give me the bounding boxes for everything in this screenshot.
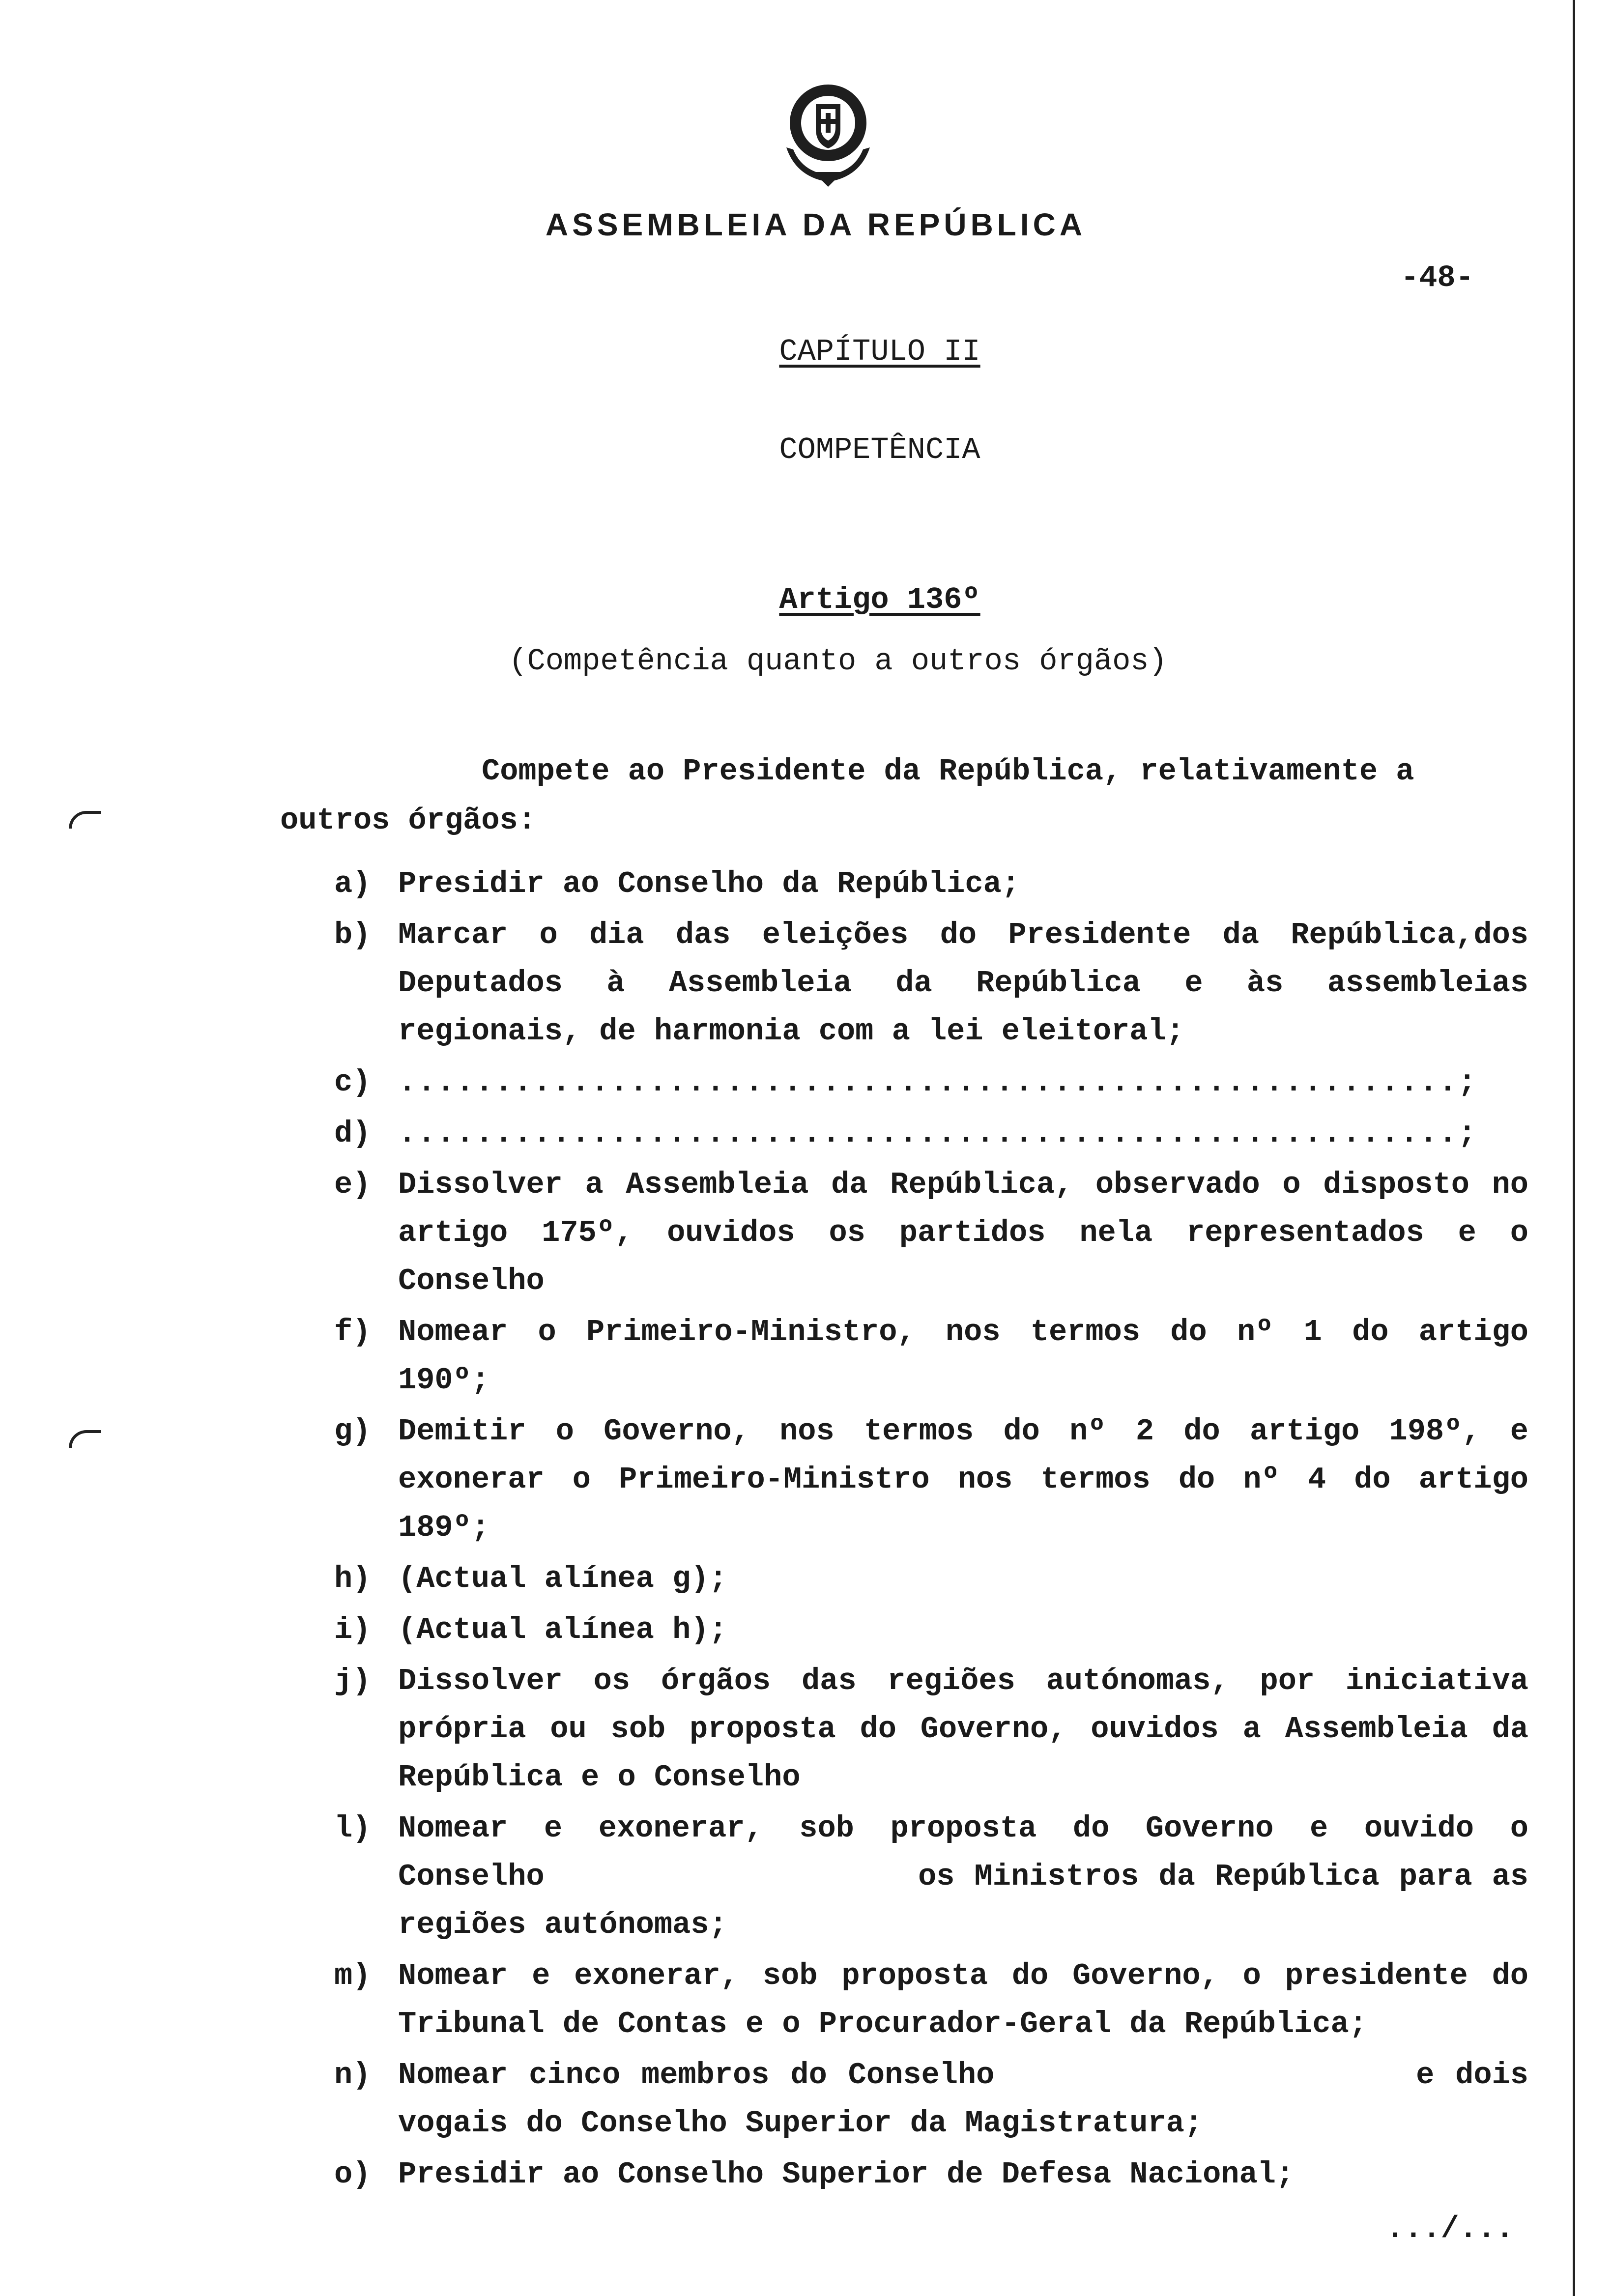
list-item bbox=[334, 1110, 1528, 1158]
article-subtitle: (Competência quanto a outros órgãos) bbox=[509, 644, 1167, 679]
item-text: Dissolver os órgãos das regiões autónomas, por iniciativa própria ou sob proposta do Governo, ouvidos a Assembleia da República e o Conselho bbox=[398, 1664, 1528, 1795]
list-item bbox=[334, 2151, 1528, 2199]
item-text: Presidir ao Conselho Superior de Defesa Nacional; bbox=[398, 2157, 1295, 2192]
margin-mark bbox=[69, 811, 101, 829]
article-items-list bbox=[334, 860, 1547, 2202]
list-item bbox=[334, 911, 1528, 1056]
list-item bbox=[334, 1407, 1528, 1552]
item-letter: e) bbox=[334, 1167, 371, 1202]
item-letter: n) bbox=[334, 2058, 371, 2093]
item-letter: a) bbox=[334, 866, 371, 901]
chapter-title: COMPETÊNCIA bbox=[779, 432, 980, 467]
list-item bbox=[334, 1161, 1528, 1305]
item-letter: g) bbox=[334, 1414, 371, 1449]
continuation-marker: .../... bbox=[1386, 2211, 1514, 2246]
item-letter: m) bbox=[334, 1958, 371, 1993]
list-item bbox=[334, 2051, 1547, 2148]
item-text: (Actual alínea g); bbox=[398, 1561, 727, 1596]
item-text: Nomear e exonerar, sob proposta do Governo, o presidente do Tribunal de Contas e o Procurador-Geral da República; bbox=[398, 1958, 1528, 2041]
item-letter: o) bbox=[334, 2157, 371, 2192]
chapter-label: CAPÍTULO II bbox=[779, 334, 980, 369]
item-letter: h) bbox=[334, 1561, 371, 1596]
item-text: .......................................................; bbox=[398, 1116, 1477, 1151]
institution-name: ASSEMBLEIA DA REPÚBLICA bbox=[545, 207, 1087, 242]
list-item bbox=[334, 1805, 1547, 1949]
list-item bbox=[334, 1657, 1528, 1802]
item-text: .......................................................; bbox=[398, 1065, 1477, 1100]
list-item bbox=[334, 1059, 1528, 1107]
item-text: Presidir ao Conselho da República; bbox=[398, 866, 1020, 901]
page-number: -48- bbox=[1401, 260, 1474, 295]
list-item bbox=[334, 860, 1528, 908]
item-letter: d) bbox=[334, 1116, 371, 1151]
item-text: Marcar o dia das eleições do Presidente da República,dos Deputados à Assembleia da República e às assembleias regionais, de harmonia com a lei eleitoral; bbox=[398, 918, 1528, 1049]
coat-of-arms-emblem bbox=[772, 74, 885, 192]
list-item bbox=[334, 1952, 1528, 2048]
item-text: Dissolver a Assembleia da República, observado o disposto no artigo 175º, ouvidos os partidos nela representados e o Conselho bbox=[398, 1167, 1528, 1298]
item-text: Nomear o Primeiro-Ministro, nos termos do nº 1 do artigo 190º; bbox=[398, 1315, 1528, 1398]
item-text: (Actual alínea h); bbox=[398, 1612, 727, 1647]
item-letter: c) bbox=[334, 1065, 371, 1100]
list-item bbox=[334, 1606, 1528, 1654]
item-letter: l) bbox=[334, 1811, 371, 1846]
item-text: Nomear e exonerar, sob proposta do Governo e ouvido o Conselho os Ministros da República para as regiões autónomas; bbox=[398, 1811, 1547, 1942]
item-letter: j) bbox=[334, 1664, 371, 1698]
list-item bbox=[334, 1308, 1528, 1405]
item-text: Demitir o Governo, nos termos do nº 2 do artigo 198º, e exonerar o Primeiro-Ministro nos termos do nº 4 do artigo 189º; bbox=[398, 1414, 1528, 1545]
item-letter: i) bbox=[334, 1612, 371, 1647]
margin-mark bbox=[69, 1430, 101, 1448]
item-text: Nomear cinco membros do Conselho e dois vogais do Conselho Superior da Magistratura; bbox=[398, 2058, 1547, 2141]
list-item bbox=[334, 1555, 1528, 1603]
article-intro: Compete ao Presidente da República, relativamente a outros órgãos: bbox=[280, 754, 1414, 838]
item-letter: b) bbox=[334, 918, 371, 952]
article-title: Artigo 136º bbox=[779, 582, 980, 617]
item-letter: f) bbox=[334, 1315, 371, 1349]
